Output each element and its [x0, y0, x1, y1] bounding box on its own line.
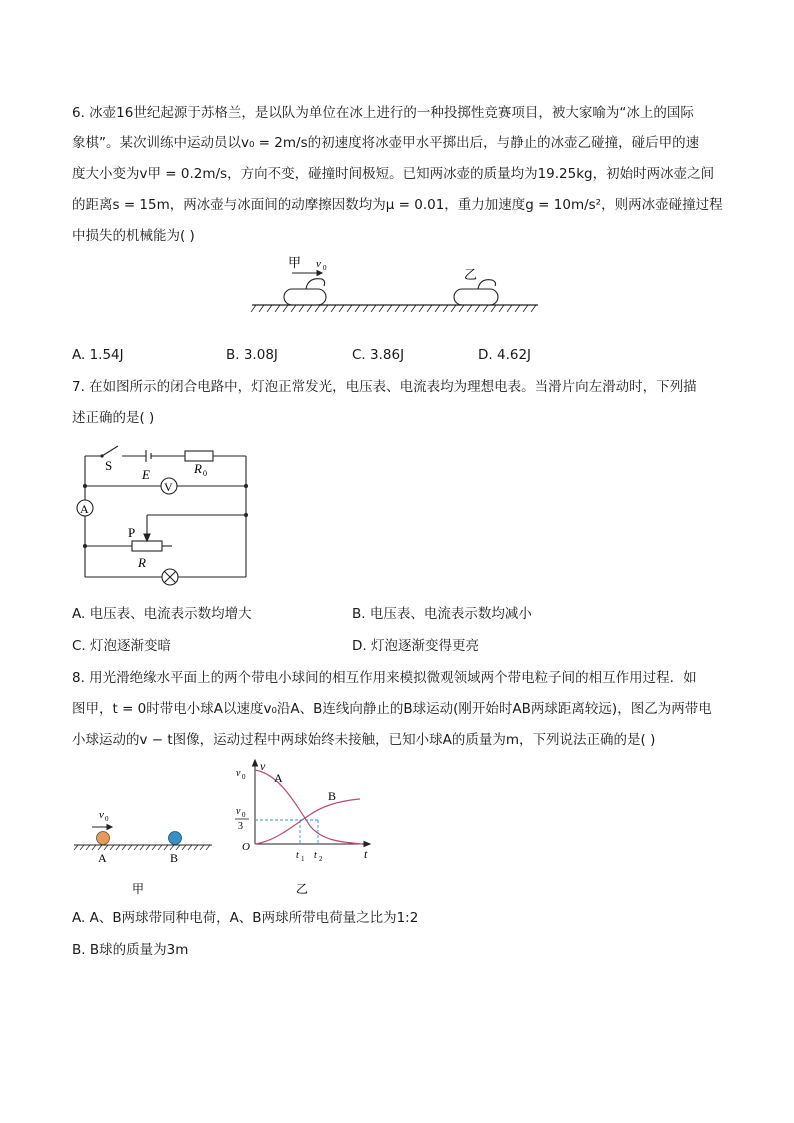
q7-option-c[interactable]: C. 灯泡逐渐变暗 — [72, 638, 172, 654]
rheostat-r — [132, 541, 162, 551]
curve-a — [255, 770, 362, 844]
v0-tick-label: v — [236, 768, 241, 779]
origin-label: O — [242, 841, 250, 853]
q8-option-b[interactable]: B. B球的质量为3m — [72, 942, 189, 958]
curling-stone-jia — [284, 279, 326, 305]
q7-line-2: 述正确的是( ) — [72, 410, 155, 426]
t2-label-sub: 2 — [319, 855, 323, 863]
curve-a-label: A — [274, 771, 283, 785]
q8-figure-jia — [72, 800, 217, 895]
q6-line-5: 中损失的机械能为( ) — [72, 228, 195, 244]
v0-tick-label-sub: 0 — [242, 773, 246, 781]
t2-label: t — [314, 850, 317, 861]
slider-label: P — [128, 525, 136, 540]
voltmeter-label: V — [164, 480, 173, 494]
rheostat-label: R — [138, 555, 146, 570]
ice-hatching — [251, 305, 536, 312]
q7-option-a[interactable]: A. 电压表、电流表示数均增大 — [72, 606, 252, 622]
q7-line-1: 7. 在如图所示的闭合电路中，灯泡正常发光，电压表、电流表均为理想电表。当滑片向左滑动时，下列描 — [72, 379, 697, 395]
emf-label: E — [142, 467, 150, 482]
curling-stone-yi — [454, 280, 498, 305]
ball-a-label: A — [98, 851, 107, 865]
q6-option-d[interactable]: D. 4.62J — [478, 347, 532, 363]
ball-b — [169, 832, 182, 845]
q8-vt-graph — [230, 758, 375, 898]
q8-line-2: 图甲，t = 0时带电小球A以速度v₀沿A、B连线向静止的B球运动(刚开始时AB两球距离较远)，图乙为两带电 — [72, 701, 712, 717]
velocity-arrow-icon — [292, 271, 322, 276]
v-axis-label: v — [260, 759, 266, 773]
q8-line-3: 小球运动的v − t图像，运动过程中两球始终未接触，已知小球A的质量为m，下列说法正确的是( ) — [72, 732, 656, 748]
resistor-r0 — [185, 451, 213, 461]
q6-line-3: 度大小变为v甲 = 0.2m/s，方向不变，碰撞时间极短。已知两冰壶的质量均为19.25kg，初始时两冰壶之间 — [72, 166, 715, 182]
q6-line-1: 6. 冰壶16世纪起源于苏格兰，是以队为单位在冰上进行的一种投掷性竞赛项目，被大家喻为“冰上的国际 — [72, 105, 694, 121]
jia-label: 甲 — [288, 255, 302, 270]
q7-option-d[interactable]: D. 灯泡逐渐变得更亮 — [352, 638, 479, 654]
t1-label-sub: 1 — [301, 855, 305, 863]
curve-b-label: B — [328, 789, 337, 803]
ammeter-label: A — [80, 502, 89, 516]
ball-a — [97, 832, 110, 845]
v0-third-numerator-sub: 0 — [242, 811, 246, 819]
q6-curling-figure — [250, 253, 540, 315]
q6-option-c[interactable]: C. 3.86J — [352, 347, 405, 363]
t1-label: t — [296, 850, 299, 861]
q7-option-b[interactable]: B. 电压表、电流表示数均减小 — [352, 606, 532, 622]
figure-jia-caption: 甲 — [132, 882, 145, 895]
yi-label: 乙 — [464, 267, 478, 282]
switch-label: S — [105, 458, 113, 473]
v0-third-numerator: v — [236, 806, 241, 817]
v0-third-denominator: 3 — [238, 821, 243, 832]
q7-circuit-diagram — [72, 442, 257, 587]
q6-option-a[interactable]: A. 1.54J — [72, 347, 124, 363]
q6-line-4: 的距离s = 15m，两冰壶与冰面间的动摩擦因数均为μ = 0.01，重力加速度g = 10m/s²，则两冰壶碰撞过程 — [72, 197, 723, 213]
velocity-arrow-icon — [92, 825, 112, 830]
v0-label: v — [316, 258, 321, 270]
v0-label-sub: 0 — [323, 264, 327, 272]
switch-lever — [102, 446, 118, 456]
q6-line-2: 象棋”。某次训练中运动员以v₀ = 2m/s的初速度将冰壶甲水平掷出后，与静止的冰壶乙碰撞，碰后甲的速 — [72, 135, 700, 151]
r0-label-sub: 0 — [203, 469, 207, 478]
ball-b-label: B — [170, 851, 179, 865]
v0-label: v — [99, 809, 104, 821]
v0-label-sub: 0 — [105, 815, 109, 823]
q8-option-a[interactable]: A. A、B两球带同种电荷，A、B两球所带电荷量之比为1:2 — [72, 910, 419, 926]
q6-option-b[interactable]: B. 3.08J — [226, 347, 278, 363]
q8-line-1: 8. 用光滑绝缘水平面上的两个带电小球间的相互作用来模拟微观领域两个带电粒子间的相互作用过程．如 — [72, 670, 697, 686]
t-axis-label: t — [364, 847, 368, 861]
figure-yi-caption: 乙 — [296, 882, 309, 896]
r0-label: R — [194, 461, 202, 476]
